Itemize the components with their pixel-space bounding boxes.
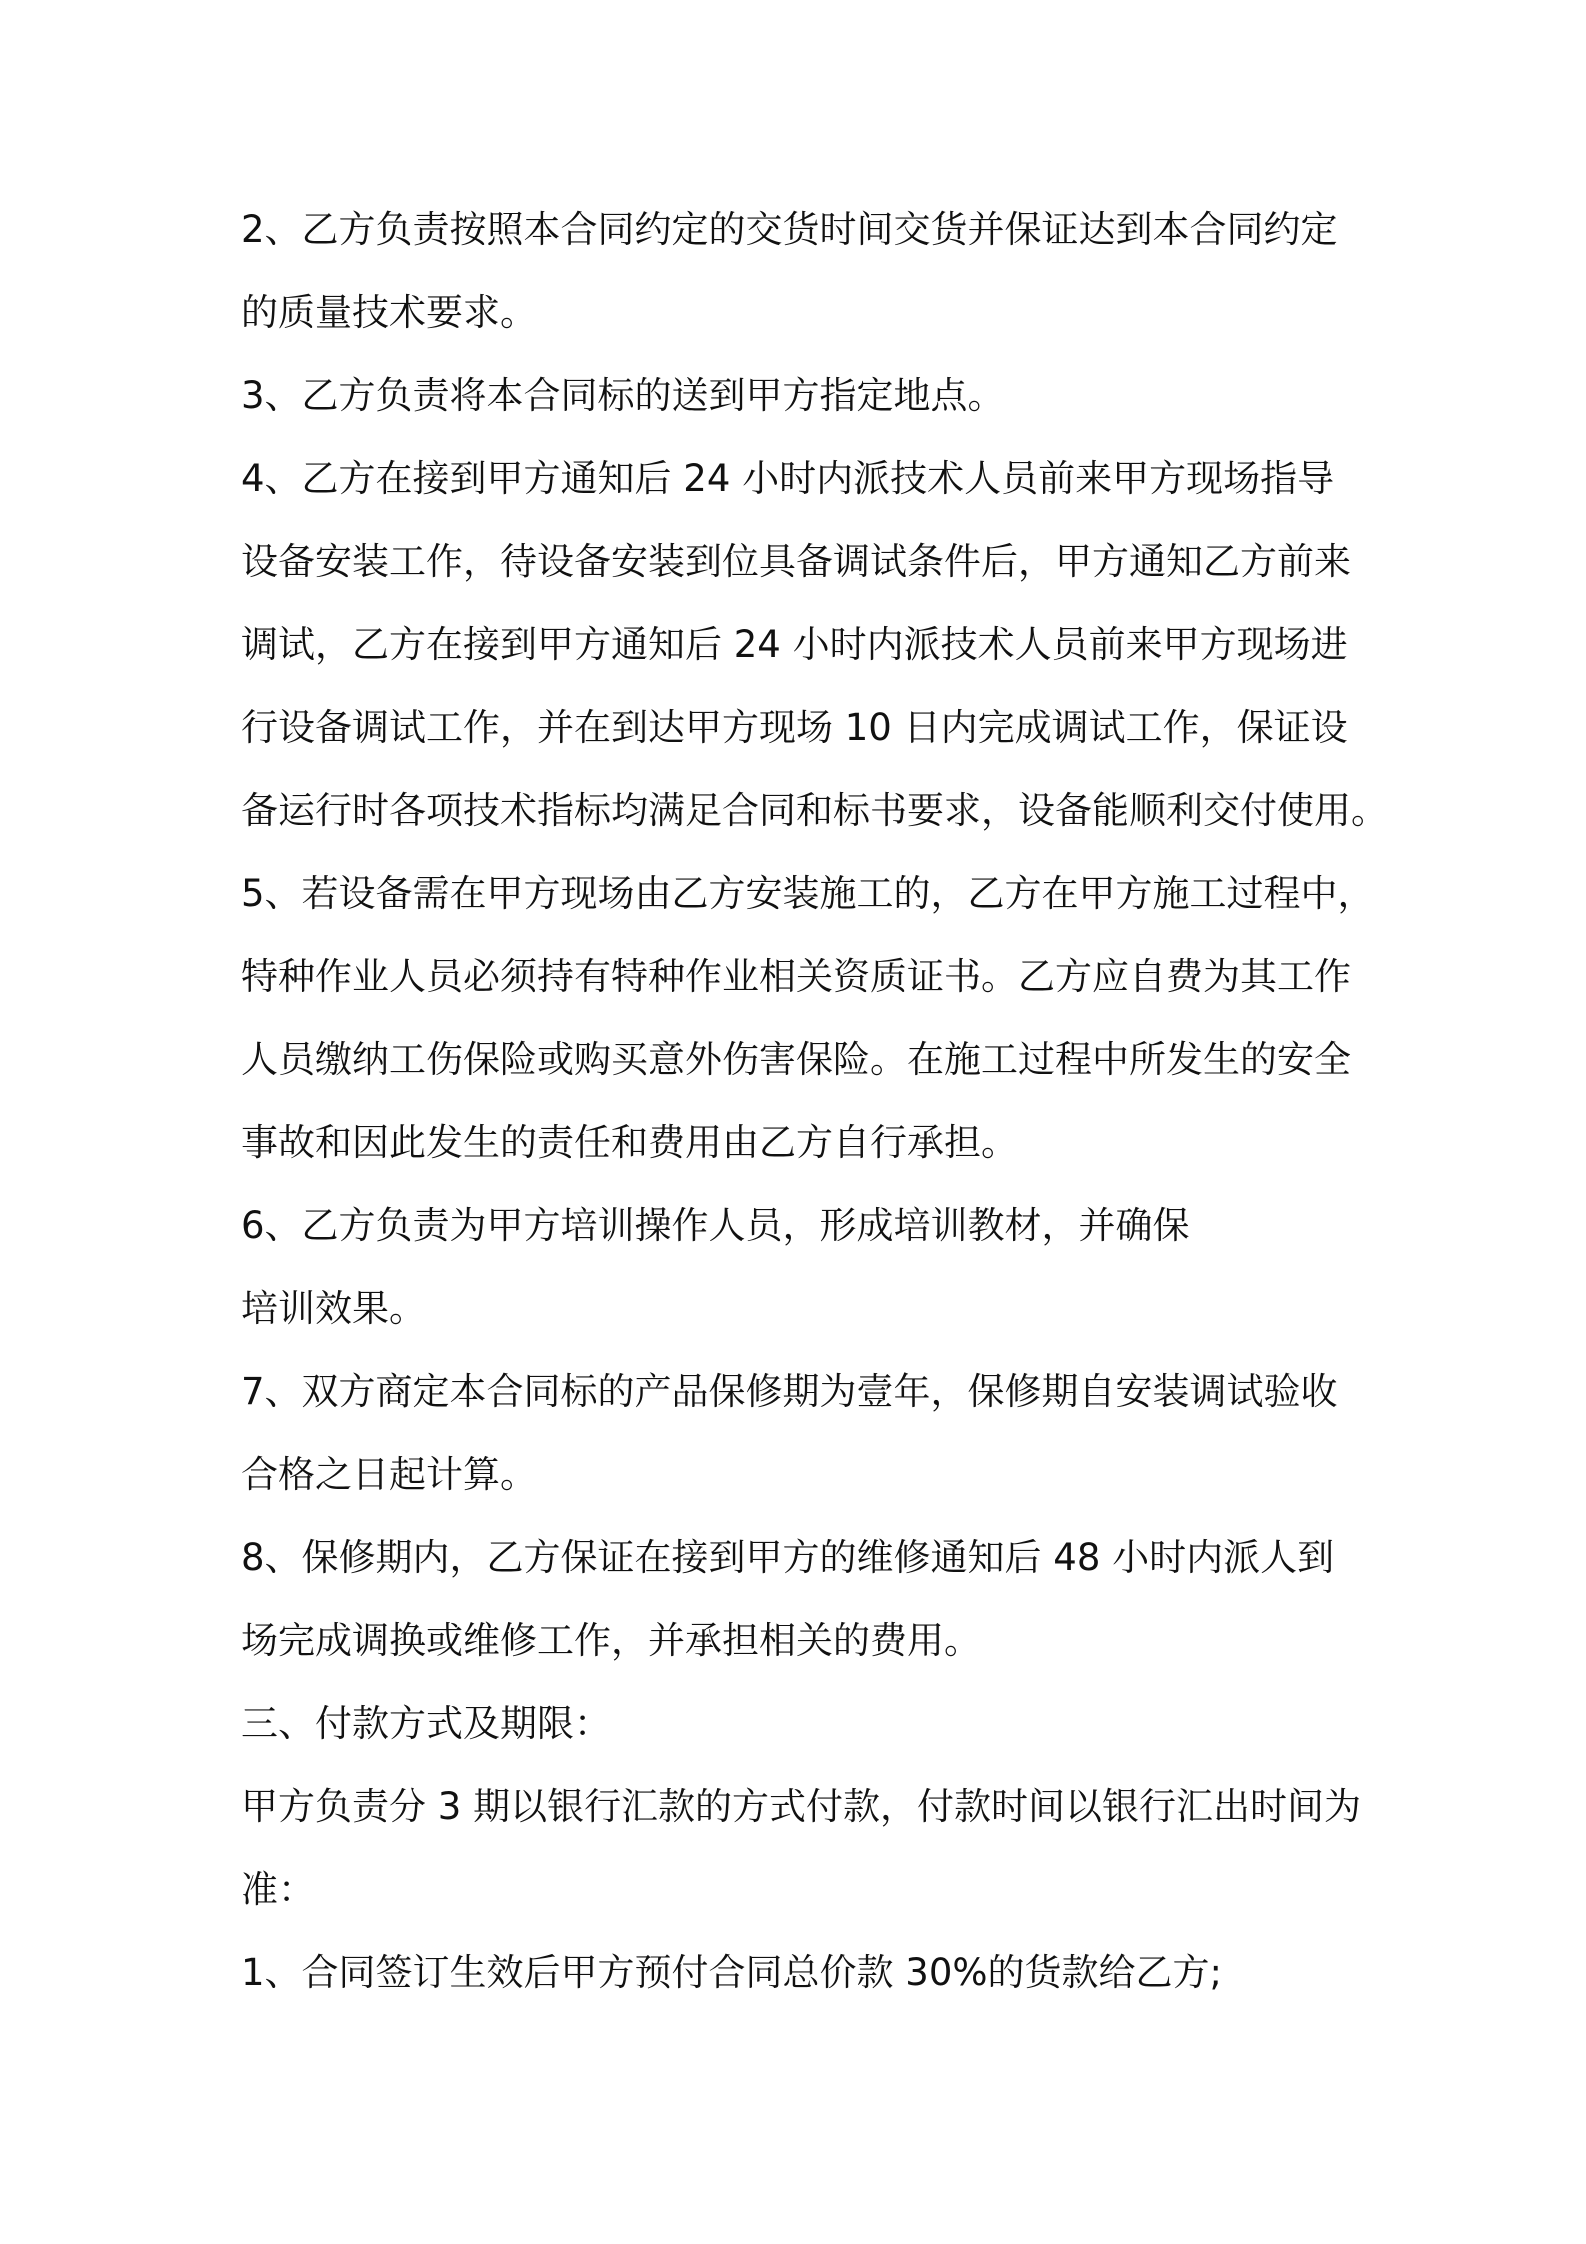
text-line-item6-a: 6、乙方负责为甲方培训操作人员，形成培训教材，并确保 [241, 1204, 1190, 1247]
text-line-item7-b: 合格之日起计算。 [241, 1453, 537, 1496]
text-line-item8-b: 场完成调换或维修工作，并承担相关的费用。 [241, 1619, 981, 1662]
text-line-item5-b: 特种作业人员必须持有特种作业相关资质证书。乙方应自费为其工作 [241, 955, 1351, 998]
text-line-payment-item1: 1、合同签订生效后甲方预付合同总价款 30%的货款给乙方; [241, 1951, 1223, 1994]
text-line-item4-c: 调试，乙方在接到甲方通知后 24 小时内派技术人员前来甲方现场进 [241, 623, 1348, 666]
text-line-item4-a: 4、乙方在接到甲方通知后 24 小时内派技术人员前来甲方现场指导 [241, 457, 1335, 500]
text-line-item7-a: 7、双方商定本合同标的产品保修期为壹年，保修期自安装调试验收 [241, 1370, 1338, 1413]
contract-text-body [241, 188, 1388, 2014]
text-line-item3: 3、乙方负责将本合同标的送到甲方指定地点。 [241, 374, 1005, 417]
text-line-item5-c: 人员缴纳工伤保险或购买意外伤害保险。在施工过程中所发生的安全 [241, 1038, 1351, 1081]
text-line-item5-a: 5、若设备需在甲方现场由乙方安装施工的，乙方在甲方施工过程中， [241, 872, 1375, 915]
text-line-payment-a: 甲方负责分 3 期以银行汇款的方式付款，付款时间以银行汇出时间为 [241, 1785, 1362, 1828]
text-line-payment-b: 准： [241, 1868, 315, 1911]
text-line-item2-a: 2、乙方负责按照本合同约定的交货时间交货并保证达到本合同约定 [241, 208, 1338, 251]
text-line-item8-a: 8、保修期内，乙方保证在接到甲方的维修通知后 48 小时内派人到 [241, 1536, 1335, 1579]
text-line-item4-e: 备运行时各项技术指标均满足合同和标书要求，设备能顺利交付使用。 [241, 789, 1388, 832]
text-line-item5-d: 事故和因此发生的责任和费用由乙方自行承担。 [241, 1121, 1018, 1164]
section-heading-payment: 三、付款方式及期限： [241, 1702, 611, 1745]
text-line-item4-d: 行设备调试工作，并在到达甲方现场 10 日内完成调试工作，保证设 [241, 706, 1348, 749]
text-line-item2-b: 的质量技术要求。 [241, 291, 537, 334]
text-line-item4-b: 设备安装工作，待设备安装到位具备调试条件后，甲方通知乙方前来 [241, 540, 1351, 583]
text-line-item6-b: 培训效果。 [241, 1287, 426, 1330]
